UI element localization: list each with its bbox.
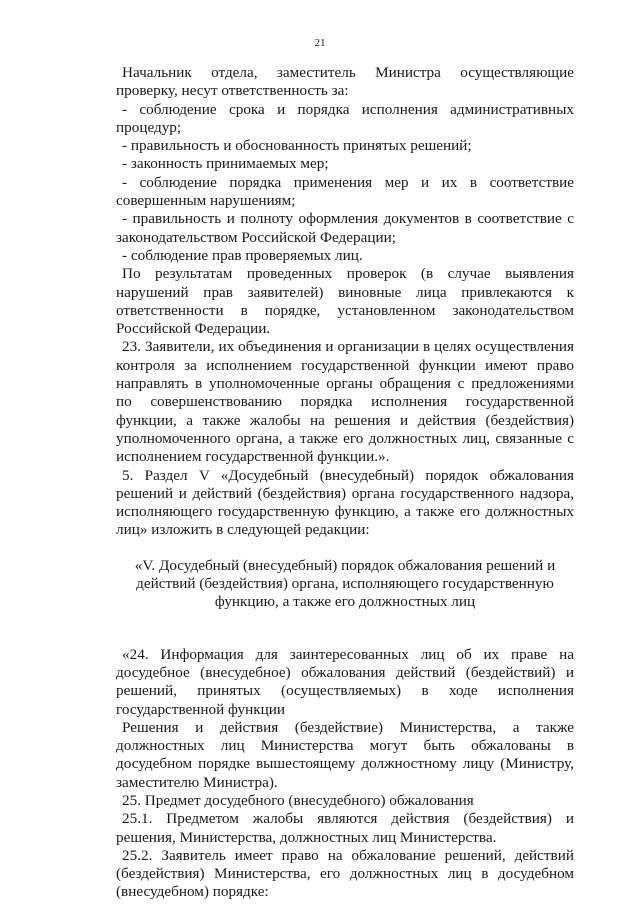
list-item: - соблюдение порядка применения мер и их в соответствие совершенным нарушениям; xyxy=(116,173,574,210)
page-number: 21 xyxy=(314,37,326,49)
list-item: - правильность и полноту оформления документов в соответствие с законодательством Российской Федерации; xyxy=(116,210,574,246)
paragraph: 23. Заявители, их объединения и организации в целях осуществления контроля за исполнением государственной функции имеют право направлять в уполномоченные органы обращения с предложениями по совершенствованию порядка исполнения государственной функции, а также жалобы на решения и действия (бездействия) уполномоченного органа, а также его должностных лиц, связанные с исполнением государственной функции.». xyxy=(116,338,574,466)
section-title: «V. Досудебный (внесудебный) порядок обжалования решений и действий (бездействия) органа, исполняющего государственную функцию, а также его должностных лиц xyxy=(134,556,556,611)
list-item: - соблюдение срока и порядка исполнения административных процедур; xyxy=(116,100,574,136)
spacer xyxy=(116,612,574,646)
paragraph: По результатам проведенных проверок (в случае выявления нарушений прав заявителей) виновные лица привлекаются к ответственности в порядке, установленном законодательством Российской Федерации. xyxy=(116,265,574,338)
paragraph: Начальник отдела, заместитель Министра осуществляющие проверку, несут ответственность за: xyxy=(116,64,574,100)
paragraph: 25. Предмет досудебного (внесудебного) обжалования xyxy=(122,791,474,809)
paragraph: 25.1. Предметом жалобы являются действия (бездействия) и решения, Министерства, должностных лиц Министерства. xyxy=(116,810,574,846)
spacer xyxy=(116,540,574,557)
paragraph: «24. Информация для заинтересованных лиц об их праве на досудебное (внесудебное) обжалования действий (бездействий) и решений, принятых (осуществляемых) в ходе исполнения государственной функции xyxy=(116,645,574,718)
list-item: - соблюдение прав проверяемых лиц. xyxy=(122,246,363,264)
paragraph: Решения и действия (бездействие) Министерства, а также должностных лиц Министерства могут быть обжалованы в досудебном порядке вышестоящему должностному лицу (Министру, заместителю Министра). xyxy=(116,718,574,791)
list-item: - правильность и обоснованность принятых решений; xyxy=(122,137,472,155)
list-item: - законность принимаемых мер; xyxy=(122,155,329,173)
paragraph: 25.2. Заявитель имеет право на обжалование решений, действий (бездействия) Министерства, его должностных лиц в досудебном (внесудебном) порядке: xyxy=(116,846,574,901)
document-body xyxy=(116,64,574,902)
paragraph: 5. Раздел V «Досудебный (внесудебный) порядок обжалования решений и действий (бездействия) органа государственного надзора, исполняющего государственную функцию, а также его должностных лиц» изложить в следующей редакции: xyxy=(116,466,574,539)
